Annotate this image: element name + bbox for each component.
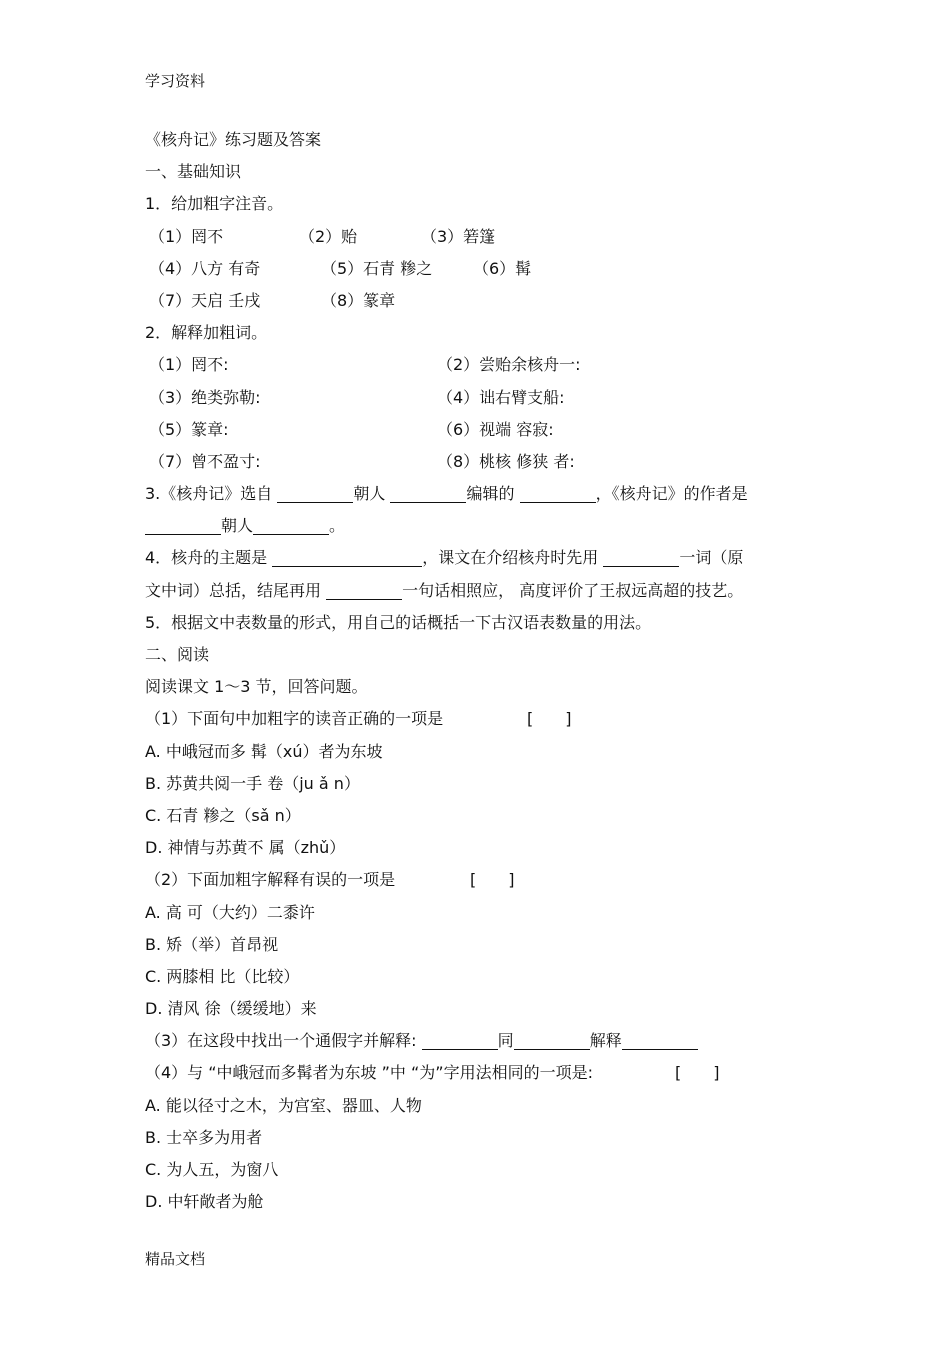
reading-q1-option-d: D. 神情与苏黄不 属（zhǔ） (145, 838, 346, 858)
q1-item-5: （5）石青 糁之 (321, 258, 433, 278)
q3-blank-2[interactable] (390, 484, 466, 503)
reading-q4-text: （4）与 “中峨冠而多髯者为东坡 ”中 “为”字用法相同的一项是: (145, 1063, 593, 1083)
q2-item-5: （5）篆章: (149, 419, 229, 439)
question-1-stem: 1．给加粗字注音。 (145, 194, 284, 214)
page-footer: 精品文档 (145, 1250, 206, 1268)
q4-text-c: 一词（原 (679, 548, 744, 568)
q3-text-c: 编辑的 (466, 484, 515, 504)
q1-item-4: （4）八方 有奇 (149, 258, 261, 278)
q3-text-e: 朝人 (221, 516, 254, 536)
reading-q3-blank-2[interactable] (514, 1031, 590, 1050)
question-3-line-2 (145, 510, 815, 542)
q2-item-3: （3）绝类弥勒: (149, 387, 261, 407)
question-5: 5．根据文中表数量的形式，用自己的话概括一下古汉语表数量的用法。 (145, 612, 652, 632)
q2-item-7: （7）曾不盈寸: (149, 451, 261, 471)
q4-text-b: ，课文在介绍核舟时先用 (422, 548, 599, 568)
reading-q2-option-a: A. 高 可（大约）二黍许 (145, 902, 315, 922)
reading-q1-text: （1）下面句中加粗字的读音正确的一项是 (145, 709, 444, 729)
q3-blank-3[interactable] (520, 484, 596, 503)
q4-blank-1[interactable] (272, 548, 422, 567)
q1-item-7: （7）天启 壬戌 (149, 290, 261, 310)
q2-item-2: （2）尝贻余核舟一: (437, 355, 581, 375)
q2-item-1: （1）罔不: (149, 355, 229, 375)
reading-q1-stem (145, 703, 815, 735)
reading-q2-answer-bracket[interactable]: [ ] (470, 870, 515, 890)
reading-q4-option-c: C. 为人五，为窗八 (145, 1160, 279, 1179)
reading-q1-answer-bracket[interactable]: [ ] (527, 709, 572, 729)
q2-item-6: （6）视端 容寂: (437, 419, 554, 439)
q2-item-8: （8）桃核 修狭 者: (437, 451, 575, 471)
q4-text-d: 文中词）总括，结尾再用 (145, 580, 322, 600)
q1-item-3: （3）箬篷 (421, 226, 496, 246)
question-1-row-1 (145, 221, 815, 253)
reading-q3 (145, 1025, 815, 1057)
reading-intro: 阅读课文 1～3 节，回答问题。 (145, 677, 368, 697)
q3-blank-5[interactable] (253, 516, 329, 535)
question-1-row-3 (145, 285, 815, 317)
question-2-stem: 2．解释加粗词。 (145, 323, 268, 343)
q1-item-1: （1）罔不 (149, 226, 224, 246)
question-2-row-4 (145, 446, 815, 478)
q3-text-f: 。 (329, 516, 346, 536)
reading-q4-option-d: D. 中轩敞者为舱 (145, 1192, 264, 1212)
question-4-line-2 (145, 575, 815, 607)
reading-q2-text: （2）下面加粗字解释有误的一项是 (145, 870, 396, 890)
reading-q3-text-b: 同 (497, 1031, 514, 1051)
reading-q3-text-a: （3）在这段中找出一个通假字并解释: (145, 1031, 417, 1051)
q1-item-8: （8）篆章 (321, 290, 396, 310)
question-2-row-3 (145, 414, 815, 446)
q4-blank-3[interactable] (326, 581, 402, 600)
reading-q2-option-d: D. 清风 徐（缓缓地）来 (145, 999, 317, 1019)
reading-q1-option-a: A. 中峨冠而多 髯（xú）者为东坡 (145, 741, 383, 761)
reading-q3-blank-3[interactable] (622, 1031, 698, 1050)
reading-q2-stem (145, 864, 815, 896)
reading-q1-option-c: C. 石青 糁之（sǎ n） (145, 805, 301, 825)
question-1-row-2 (145, 253, 815, 285)
reading-q4-answer-bracket[interactable]: [ ] (675, 1063, 720, 1083)
reading-q2-option-c: C. 两膝相 比（比较） (145, 966, 300, 986)
q4-blank-2[interactable] (603, 548, 679, 567)
section-heading-basic: 一、基础知识 (145, 162, 242, 182)
section-heading-reading: 二、阅读 (145, 645, 210, 664)
q3-blank-1[interactable] (277, 484, 353, 503)
question-2-row-2 (145, 382, 815, 414)
q1-item-2: （2）贻 (299, 226, 358, 246)
page-header: 学习资料 (145, 72, 206, 90)
q1-item-6: （6）髯 (473, 258, 532, 278)
reading-q4-option-b: B. 士卒多为用者 (145, 1127, 263, 1147)
question-4-line-1 (145, 542, 815, 574)
q3-text-b: 朝人 (353, 484, 386, 504)
q2-item-4: （4）诎右臂支船: (437, 387, 565, 407)
reading-q1-option-b: B. 苏黄共阅一手 卷（ju ǎ n） (145, 773, 360, 793)
reading-q4-stem (145, 1057, 815, 1089)
document-body (145, 124, 815, 1218)
q3-text-d: ，《核舟记》的作者是 (595, 484, 748, 504)
q4-text-e: 一句话相照应， 高度评价了王叔远高超的技艺。 (402, 580, 744, 600)
q4-text-a: 4．核舟的主题是 (145, 548, 268, 568)
q3-blank-4[interactable] (145, 516, 221, 535)
reading-q2-option-b: B. 矫（举）首昂视 (145, 934, 279, 954)
document-title: 《核舟记》练习题及答案 (145, 130, 322, 149)
question-3-line-1 (145, 478, 815, 510)
q3-text-a: 3.《核舟记》选自 (145, 484, 273, 504)
reading-q4-option-a: A. 能以径寸之木，为宫室、器皿、人物 (145, 1095, 422, 1115)
reading-q3-text-c: 解释 (589, 1031, 622, 1051)
reading-q3-blank-1[interactable] (422, 1031, 498, 1050)
question-2-row-1 (145, 349, 815, 381)
